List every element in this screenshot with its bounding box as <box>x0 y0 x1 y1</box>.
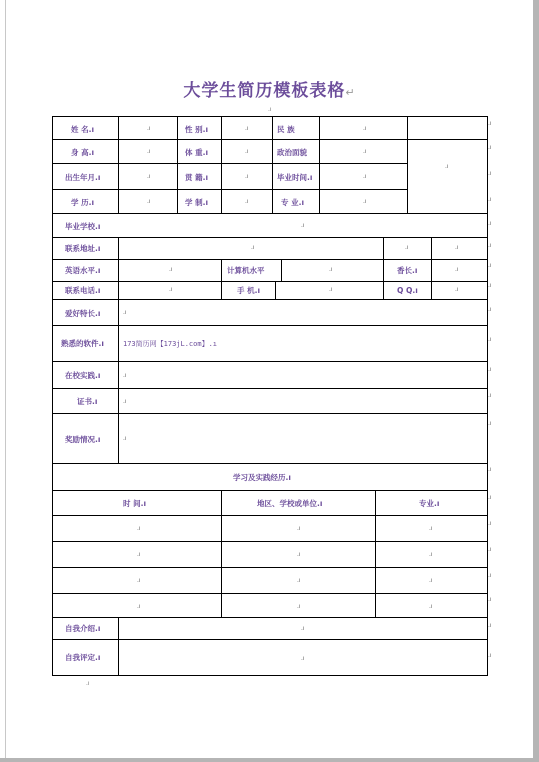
label-cert: 证书.ı <box>77 396 98 406</box>
para-mark: .ı <box>363 148 367 155</box>
software-value: 173简历网【173jL.com】.ı <box>123 340 218 348</box>
label-qq: Q Q.ı <box>397 285 418 295</box>
label-experience: 学习及实践经历.ı <box>233 472 291 482</box>
row-end-mark: .ı <box>488 622 492 629</box>
para-mark: .ı <box>86 680 90 687</box>
label-exp-major: 专业.ı <box>419 498 440 508</box>
para-mark: .ı <box>147 148 151 155</box>
para-mark: .ı <box>245 173 249 180</box>
label-eval: 自我评定.ı <box>65 652 101 662</box>
para-mark: .ı <box>137 525 141 532</box>
label-place: 地区、学校或单位.ı <box>257 498 323 508</box>
label-computer: 计算机水平 <box>227 265 265 275</box>
return-mark: ↵ <box>345 86 356 99</box>
para-mark: .ı <box>245 125 249 132</box>
para-mark: .ı <box>429 525 433 532</box>
para-mark: .ı <box>301 655 305 662</box>
para-mark: .ı <box>137 577 141 584</box>
label-address: 联系地址.ı <box>65 243 101 253</box>
label-birth: 出生年月.ı <box>65 172 101 182</box>
label-origin: 贯 籍.ı <box>185 172 209 182</box>
label-software: 熟悉的软件.ı <box>61 338 104 348</box>
para-mark: .ı <box>301 222 305 229</box>
label-grad-time: 毕业时间.ı <box>277 172 313 182</box>
row-end-mark: .ı <box>488 366 492 373</box>
row-end-mark: .ı <box>488 494 492 501</box>
row-end-mark: .ı <box>488 262 492 269</box>
para-mark: .ı <box>429 577 433 584</box>
label-height: 身 高.ı <box>71 147 95 157</box>
label-english: 英语水平.ı <box>65 265 101 275</box>
row-end-mark: .ı <box>488 170 492 177</box>
para-mark: .ı <box>455 244 459 251</box>
row-end-mark: .ı <box>488 120 492 127</box>
label-time: 时 间.ı <box>123 498 147 508</box>
para-mark: .ı <box>169 266 173 273</box>
para-mark: .ı <box>251 244 255 251</box>
para-mark: .ı <box>329 266 333 273</box>
label-weight: 体 重.ı <box>185 147 209 157</box>
para-mark: .ı <box>455 266 459 273</box>
para-mark: .ı <box>147 173 151 180</box>
page-title <box>0 76 539 101</box>
page-left-edge <box>5 0 6 762</box>
row-end-mark: .ı <box>488 572 492 579</box>
para-mark: .ı <box>297 603 301 610</box>
row-end-mark: .ı <box>488 336 492 343</box>
photo-cell-mark: .ı <box>445 163 449 170</box>
label-school: 毕业学校.ı <box>65 221 101 231</box>
resume-table <box>52 116 488 676</box>
para-mark: .ı <box>363 173 367 180</box>
para-mark: .ı <box>297 551 301 558</box>
para-mark: .ı <box>455 286 459 293</box>
row-end-mark: .ı <box>488 306 492 313</box>
para-mark: .ı <box>329 286 333 293</box>
para-mark: .ı <box>123 309 127 316</box>
para-mark: .ı <box>268 106 272 113</box>
row-end-mark: .ı <box>488 520 492 527</box>
para-mark: .ı <box>123 398 127 405</box>
row-end-mark: .ı <box>488 652 492 659</box>
row-end-mark: .ı <box>488 282 492 289</box>
page-bottom-shadow <box>0 758 539 762</box>
label-specialty: 香长.ı <box>397 265 418 275</box>
label-intro: 自我介绍.ı <box>65 623 101 633</box>
title-text: 大学生简历模板表格 <box>183 81 346 101</box>
label-campus: 在校实践.ı <box>65 370 101 380</box>
label-awards: 奖励情况.ı <box>65 434 101 444</box>
para-mark: .ı <box>137 603 141 610</box>
row-end-mark: .ı <box>488 196 492 203</box>
row-end-mark: .ı <box>488 420 492 427</box>
para-mark: .ı <box>363 125 367 132</box>
row-end-mark: .ı <box>488 466 492 473</box>
label-mobile: 手 机.ı <box>237 285 261 295</box>
label-phone: 联系电话.ı <box>65 285 101 295</box>
label-system: 学 制.ı <box>185 197 209 207</box>
label-hobbies: 爱好特长.ı <box>65 308 101 318</box>
para-mark: .ı <box>405 244 409 251</box>
para-mark: .ı <box>245 198 249 205</box>
para-mark: .ı <box>297 525 301 532</box>
para-mark: .ı <box>429 603 433 610</box>
para-mark: .ı <box>147 198 151 205</box>
para-mark: .ı <box>297 577 301 584</box>
label-politics: 政治面貌 <box>277 147 307 157</box>
row-end-mark: .ı <box>488 242 492 249</box>
label-gender: 性 别.ı <box>185 124 209 134</box>
label-name: 姓 名.ı <box>71 124 95 134</box>
para-mark: .ı <box>137 551 141 558</box>
para-mark: .ı <box>245 148 249 155</box>
page-right-shadow <box>533 0 539 762</box>
row-end-mark: .ı <box>488 392 492 399</box>
para-mark: .ı <box>123 372 127 379</box>
para-mark: .ı <box>123 435 127 442</box>
para-mark: .ı <box>301 625 305 632</box>
row-end-mark: .ı <box>488 144 492 151</box>
row-end-mark: .ı <box>488 220 492 227</box>
label-degree: 学 历.ı <box>71 197 95 207</box>
para-mark: .ı <box>429 551 433 558</box>
row-end-mark: .ı <box>488 596 492 603</box>
para-mark: .ı <box>363 198 367 205</box>
label-ethnicity: 民 族 <box>277 124 295 134</box>
para-mark: .ı <box>169 286 173 293</box>
row-end-mark: .ı <box>488 546 492 553</box>
label-major: 专 业.ı <box>281 197 305 207</box>
para-mark: .ı <box>147 125 151 132</box>
